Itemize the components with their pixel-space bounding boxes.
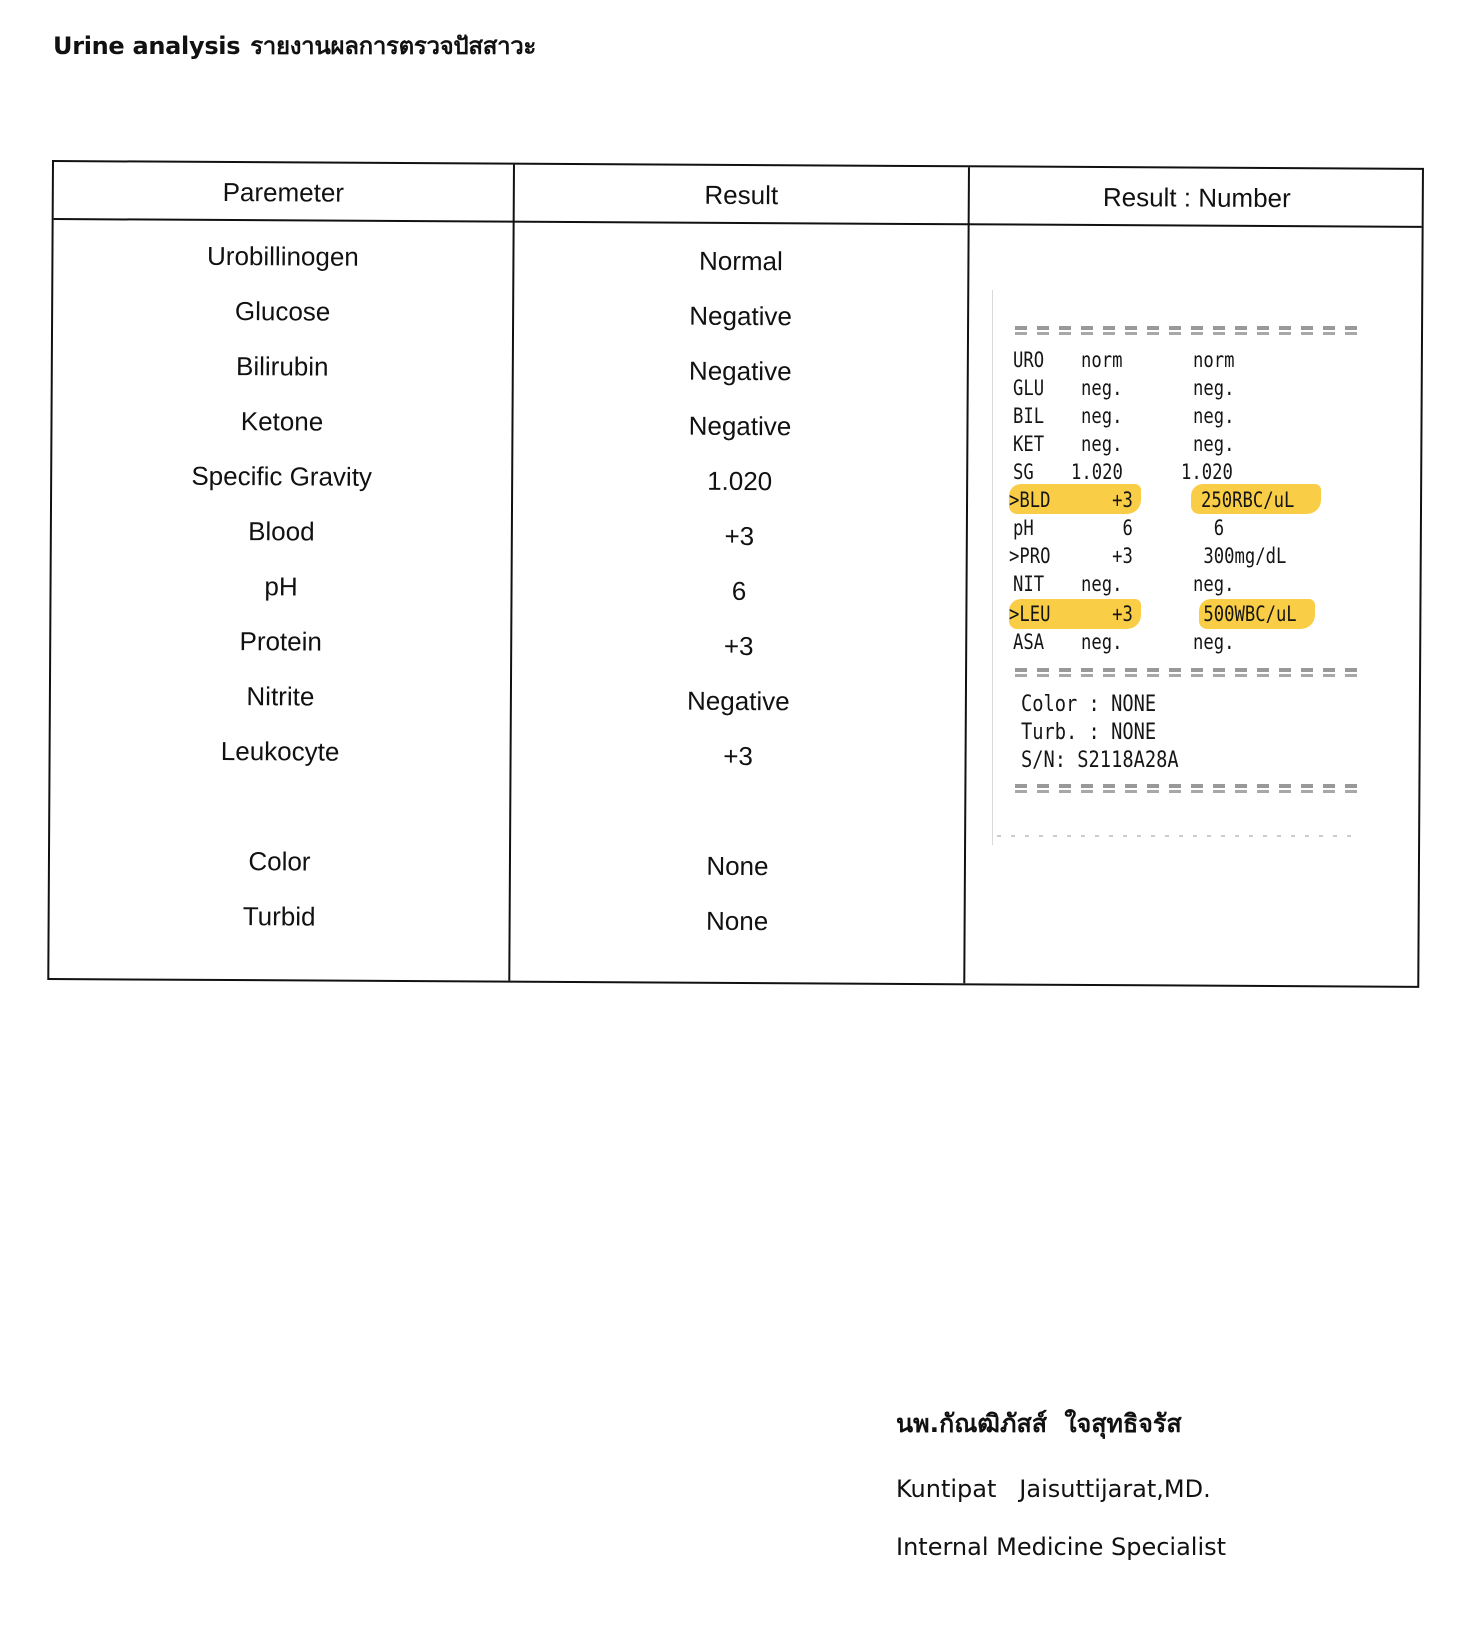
document-title xyxy=(53,26,536,65)
printout-number: neg. xyxy=(1193,572,1235,596)
printout-row-glu xyxy=(993,376,1365,404)
printout-turbidity: Turb. : NONE xyxy=(1021,720,1157,745)
printout-value: neg. xyxy=(1081,630,1123,654)
result-color: None xyxy=(706,850,769,882)
printout-separator xyxy=(1015,668,1365,672)
printout-row-uro xyxy=(993,348,1365,376)
title-english: Urine analysis xyxy=(53,32,241,60)
printout-value: +3 xyxy=(1081,602,1133,626)
result-ph: 6 xyxy=(731,575,747,607)
printout-key: KET xyxy=(1013,432,1045,456)
param-bilirubin: Bilirubin xyxy=(235,351,329,382)
printout-row-nit xyxy=(993,572,1365,600)
param-protein: Protein xyxy=(239,626,323,657)
printout-row-bil xyxy=(993,404,1365,432)
printout-value: +3 xyxy=(1081,488,1133,512)
param-color: Color xyxy=(248,846,311,877)
printout-row-ph xyxy=(993,516,1365,544)
printout-number: norm xyxy=(1193,348,1235,372)
printout-separator xyxy=(1015,326,1365,330)
printout-tear-edge xyxy=(997,835,1357,837)
printout-row-leu xyxy=(993,602,1365,630)
printout-number: neg. xyxy=(1193,630,1235,654)
printout-key: >LEU xyxy=(1009,602,1051,626)
param-turbid: Turbid xyxy=(242,901,316,932)
printout-value: 6 xyxy=(1081,516,1133,540)
printout-color: Color : NONE xyxy=(1021,692,1157,717)
header-divider xyxy=(54,218,1422,228)
analyzer-printout xyxy=(992,290,1365,845)
printout-number: neg. xyxy=(1193,376,1235,400)
printout-key: >BLD xyxy=(1009,488,1051,512)
param-ketone: Ketone xyxy=(240,406,324,437)
result-turbid: None xyxy=(705,905,769,937)
result-glucose: Negative xyxy=(689,300,793,332)
printout-number: neg. xyxy=(1193,404,1235,428)
param-urobilinogen: Urobillinogen xyxy=(206,240,359,272)
printout-value: norm xyxy=(1081,348,1123,372)
header-result-number: Result : Number xyxy=(1102,182,1291,214)
header-parameter: Paremeter xyxy=(222,176,345,208)
result-nitrite: Negative xyxy=(686,685,790,717)
result-urobilinogen: Normal xyxy=(698,245,783,277)
printout-number: 1.020 xyxy=(1181,460,1233,484)
title-thai: รายงานผลการตรวจปัสสาวะ xyxy=(250,32,537,60)
doctor-specialty: Internal Medicine Specialist xyxy=(896,1533,1227,1561)
printout-key: NIT xyxy=(1013,572,1045,596)
printout-row-ket xyxy=(993,432,1365,460)
printout-number: 6 xyxy=(1193,516,1225,540)
printout-key: SG xyxy=(1013,460,1034,484)
result-specific-gravity: 1.020 xyxy=(707,465,773,497)
printout-row-sg xyxy=(993,460,1365,488)
column-divider xyxy=(963,167,970,983)
printout-row-bld xyxy=(993,488,1365,516)
printout-key: ASA xyxy=(1013,630,1045,654)
result-blood: +3 xyxy=(724,520,755,552)
printout-serial-number: S/N: S2118A28A xyxy=(1021,748,1179,773)
param-nitrite: Nitrite xyxy=(246,681,315,712)
doctor-name-thai: นพ.กัณฒิภัสส์ ใจสุทธิจรัส xyxy=(896,1409,1182,1438)
result-ketone: Negative xyxy=(688,410,792,442)
printout-value: +3 xyxy=(1081,544,1133,568)
printout-key: >PRO xyxy=(1009,544,1051,568)
printout-value: neg. xyxy=(1081,572,1123,596)
printout-value: neg. xyxy=(1081,376,1123,400)
printout-number: 500WBC/uL xyxy=(1193,602,1297,626)
param-ph: pH xyxy=(264,571,298,602)
printout-value: 1.020 xyxy=(1071,460,1123,484)
header-result: Result xyxy=(704,179,779,211)
printout-value: neg. xyxy=(1081,432,1123,456)
printout-separator xyxy=(1015,784,1365,788)
printout-key: BIL xyxy=(1013,404,1045,428)
printout-key: pH xyxy=(1013,516,1034,540)
param-glucose: Glucose xyxy=(234,296,331,327)
param-leukocyte: Leukocyte xyxy=(220,735,340,767)
printout-number: 250RBC/uL xyxy=(1201,488,1295,512)
printout-number: 300mg/dL xyxy=(1193,544,1287,568)
param-blood: Blood xyxy=(248,516,315,547)
doctor-name-english: Kuntipat Jaisuttijarat,MD. xyxy=(896,1475,1211,1503)
printout-row-asa xyxy=(993,630,1365,658)
printout-key: URO xyxy=(1013,348,1045,372)
printout-row-pro xyxy=(993,544,1365,572)
result-leukocyte: +3 xyxy=(723,740,753,772)
printout-value: neg. xyxy=(1081,404,1123,428)
param-specific-gravity: Specific Gravity xyxy=(191,460,373,492)
printout-key: GLU xyxy=(1013,376,1045,400)
result-protein: +3 xyxy=(723,630,754,662)
printout-number: neg. xyxy=(1193,432,1235,456)
result-bilirubin: Negative xyxy=(688,355,792,387)
